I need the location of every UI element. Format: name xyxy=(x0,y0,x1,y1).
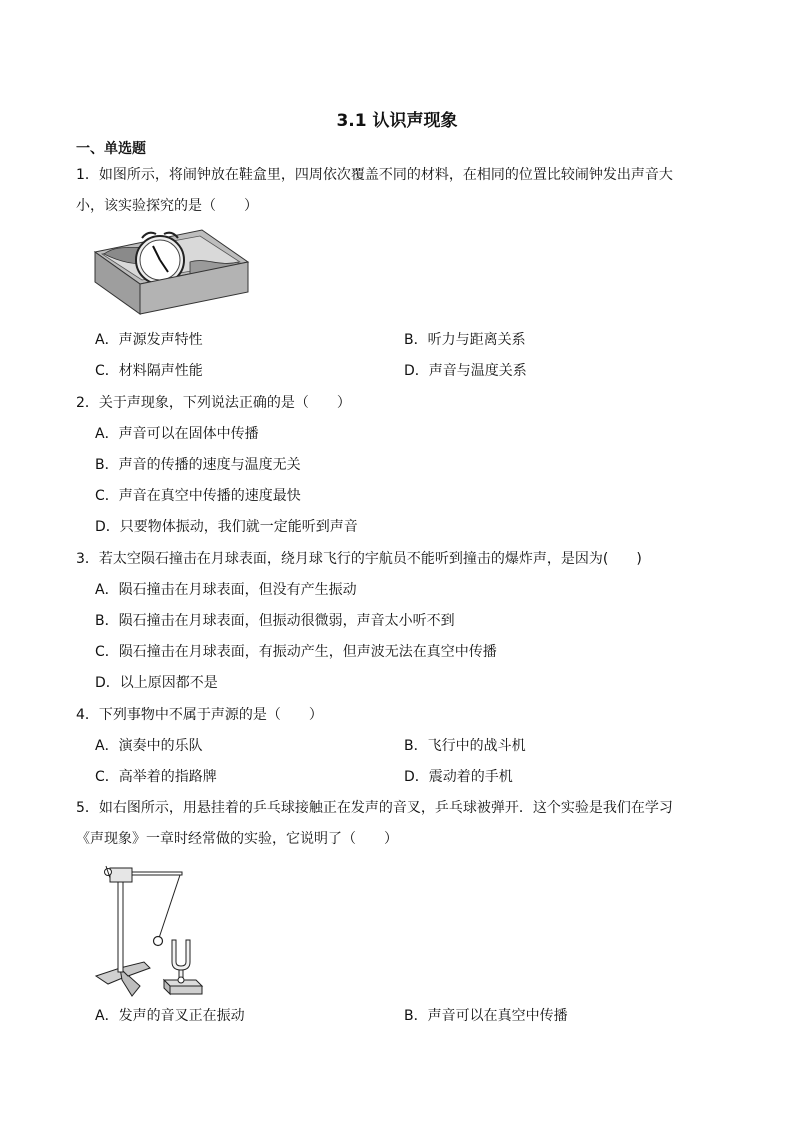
q3-option-d[interactable]: D．以上原因都不是 xyxy=(95,675,218,691)
q3-option-a[interactable]: A．陨石撞击在月球表面，但没有产生振动 xyxy=(95,582,357,598)
q4-stem: 4．下列事物中不属于声源的是（ ） xyxy=(76,707,323,723)
q1-option-c[interactable]: C．材料隔声性能 xyxy=(95,363,203,379)
q1-option-b[interactable]: B．听力与距离关系 xyxy=(404,332,526,348)
q3-stem: 3．若太空陨石撞击在月球表面，绕月球飞行的宇航员不能听到撞击的爆炸声，是因为( ) xyxy=(76,551,642,567)
alarm-clock-shoebox-figure xyxy=(90,222,250,318)
q2-option-c[interactable]: C．声音在真空中传播的速度最快 xyxy=(95,488,301,504)
q4-option-c[interactable]: C．高举着的指路牌 xyxy=(95,769,217,785)
q3-option-b[interactable]: B．陨石撞击在月球表面，但振动很微弱，声音太小听不到 xyxy=(95,613,455,629)
tuning-fork-pingpong-figure xyxy=(92,858,222,1000)
q5-stem-line1: 5．如右图所示，用悬挂着的乒乓球接触正在发声的音叉，乒乓球被弹开．这个实验是我们在学习 xyxy=(76,800,673,816)
q2-option-d[interactable]: D．只要物体振动，我们就一定能听到声音 xyxy=(95,519,358,535)
section-heading: 一、单选题 xyxy=(76,141,146,157)
q5-option-a[interactable]: A．发声的音叉正在振动 xyxy=(95,1008,245,1024)
q4-option-d[interactable]: D．震动着的手机 xyxy=(404,769,513,785)
page-title: 3.1 认识声现象 xyxy=(336,111,458,131)
q2-stem: 2．关于声现象，下列说法正确的是（ ） xyxy=(76,395,351,411)
q1-option-a[interactable]: A．声源发声特性 xyxy=(95,332,203,348)
q4-option-b[interactable]: B．飞行中的战斗机 xyxy=(404,738,526,754)
q2-option-b[interactable]: B．声音的传播的速度与温度无关 xyxy=(95,457,301,473)
q1-option-d[interactable]: D．声音与温度关系 xyxy=(404,363,527,379)
q5-stem-line2: 《声现象》一章时经常做的实验，它说明了（ ） xyxy=(76,831,398,847)
q1-stem-line1: 1．如图所示，将闹钟放在鞋盒里，四周依次覆盖不同的材料，在相同的位置比较闹钟发出声音大 xyxy=(76,167,673,183)
q2-option-a[interactable]: A．声音可以在固体中传播 xyxy=(95,426,259,442)
q1-stem-line2: 小，该实验探究的是（ ） xyxy=(76,198,258,214)
q5-option-b[interactable]: B．声音可以在真空中传播 xyxy=(404,1008,568,1024)
q3-option-c[interactable]: C．陨石撞击在月球表面，有振动产生，但声波无法在真空中传播 xyxy=(95,644,497,660)
q4-option-a[interactable]: A．演奏中的乐队 xyxy=(95,738,203,754)
